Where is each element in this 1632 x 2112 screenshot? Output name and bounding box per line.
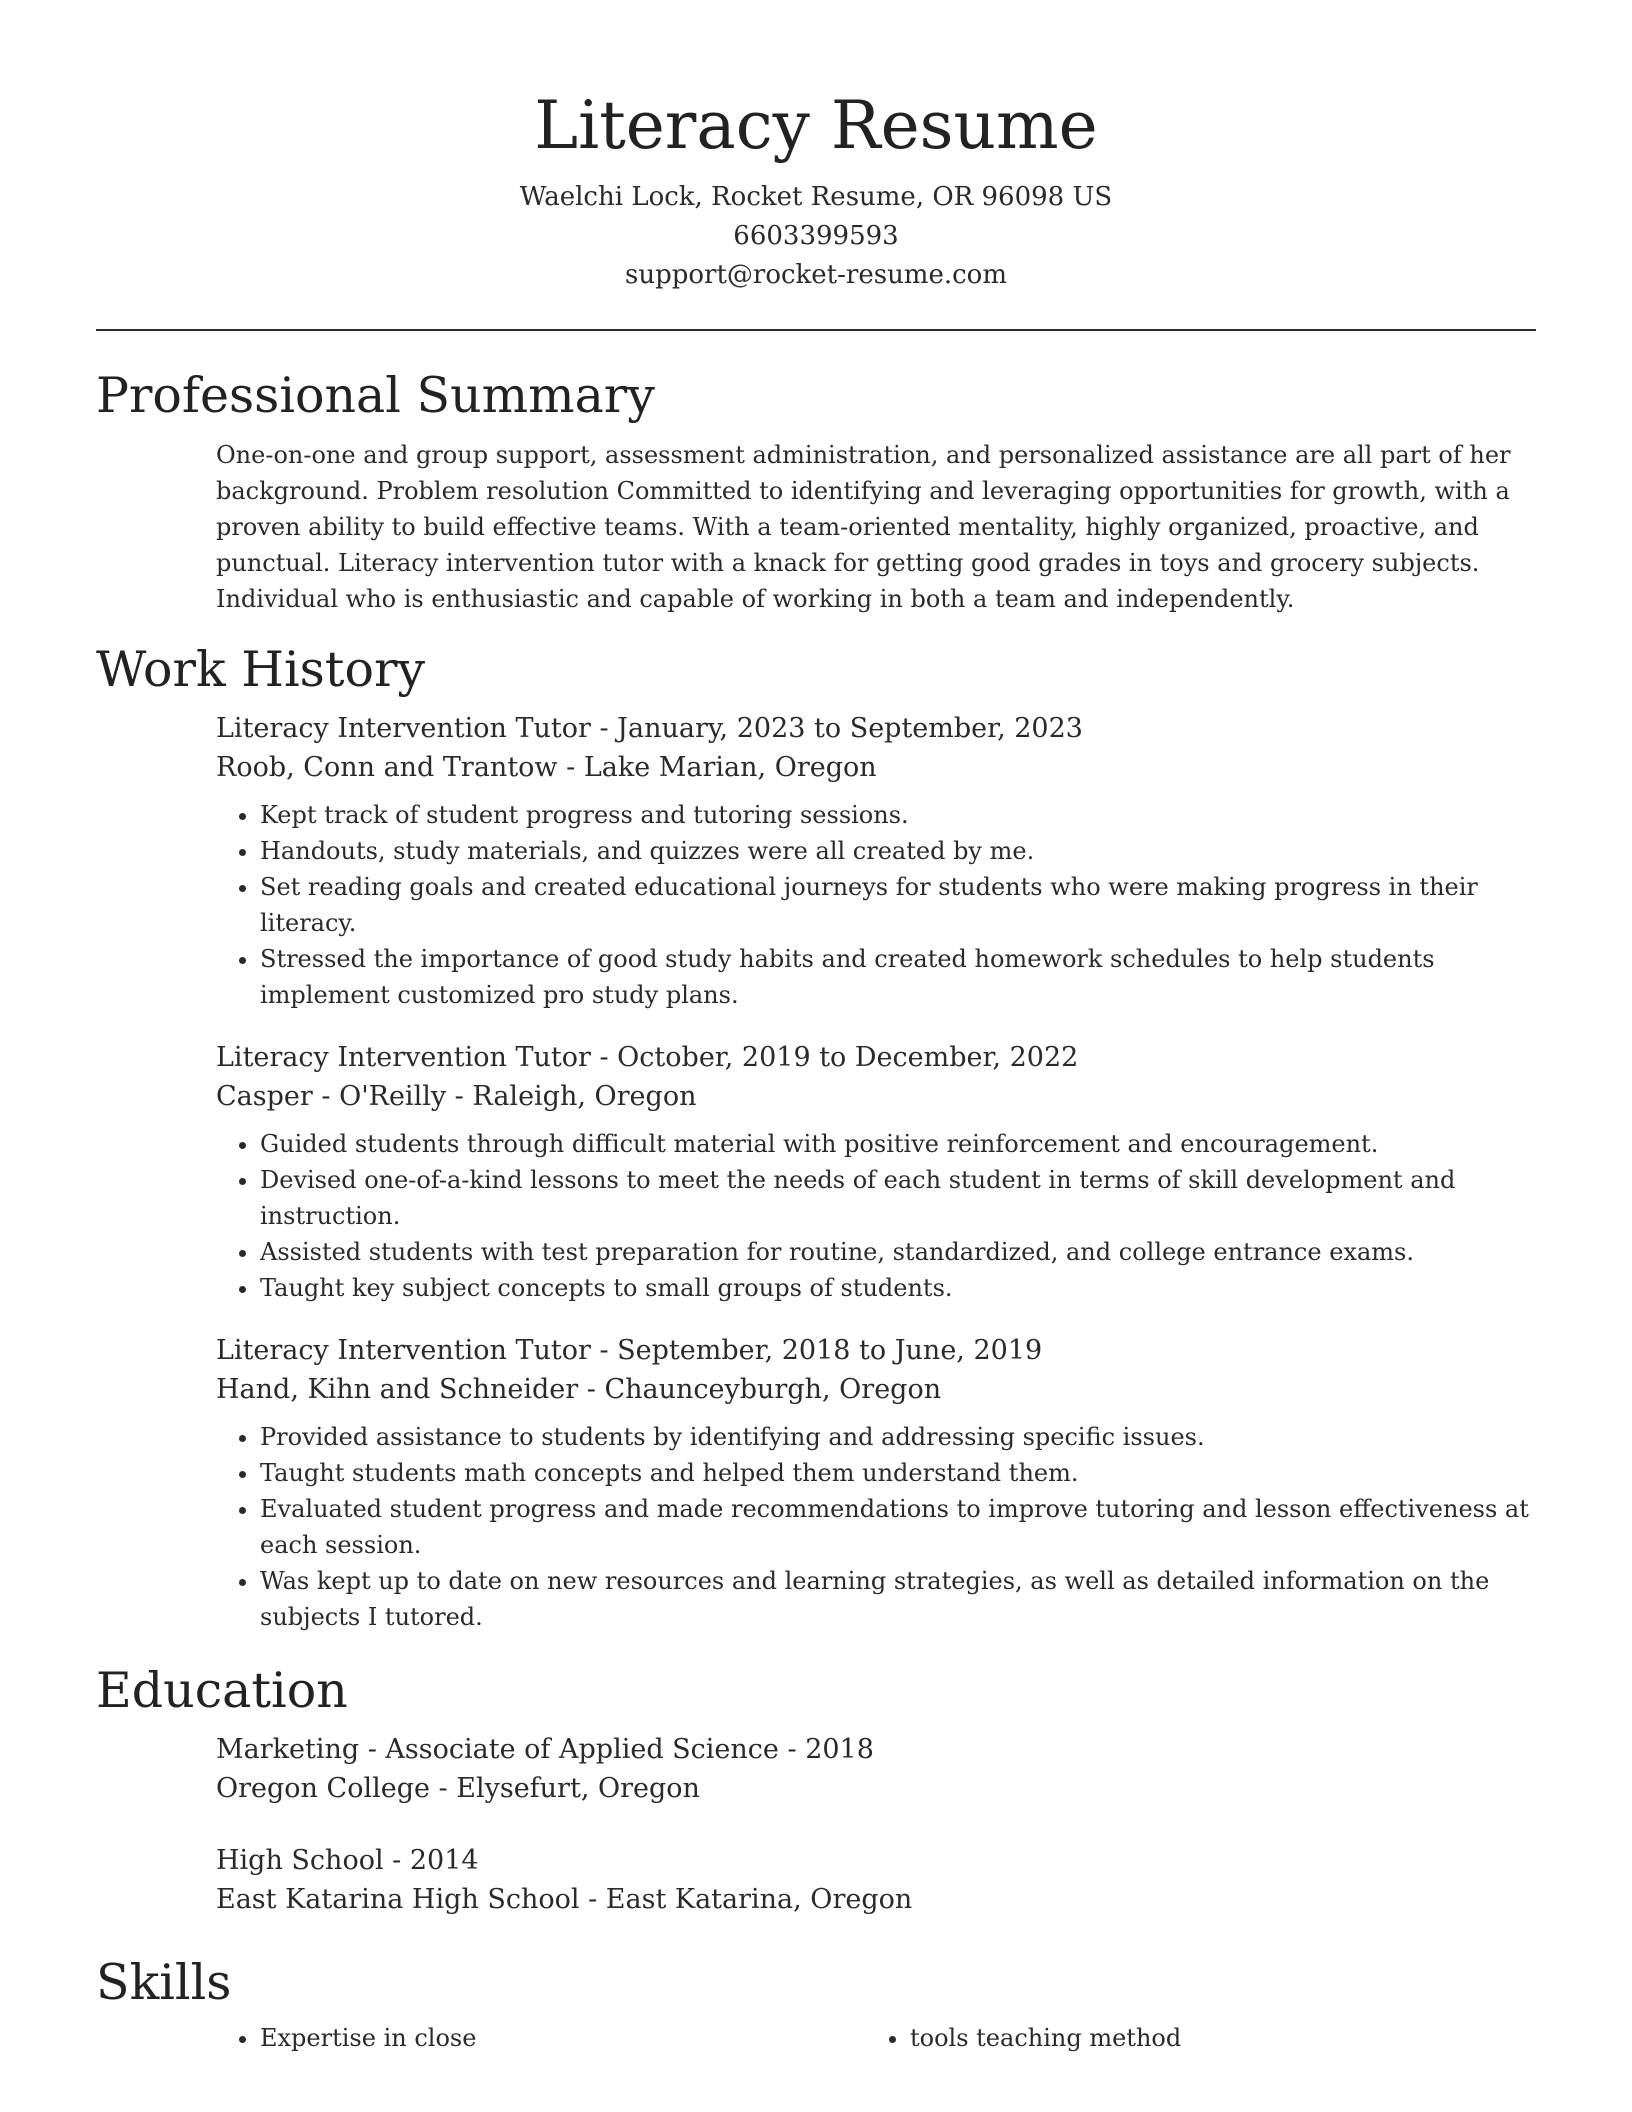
list-item: • Kept track of student progress and tutoring sessions.	[260, 797, 1536, 833]
list-item: • Expertise in close	[260, 2020, 866, 2056]
resume-header	[96, 0, 1536, 295]
header-divider	[96, 329, 1536, 331]
job-entry	[216, 1331, 1536, 1635]
education-section	[96, 1660, 1536, 1919]
contact-email: support@rocket-resume.com	[624, 260, 1007, 290]
summary-title: Professional Summary	[96, 367, 655, 424]
contact-block	[96, 178, 1536, 295]
contact-address: Waelchi Lock, Rocket Resume, OR 96098 US	[519, 182, 1113, 212]
list-item: • Devised one-of-a-kind lessons to meet the needs of each student in terms of skill development and instruction.	[260, 1162, 1536, 1234]
list-item: • Assisted students with test preparation for routine, standardized, and college entrance exams.	[260, 1234, 1536, 1270]
list-item: • Evaluated student progress and made recommendations to improve tutoring and lesson effectiveness at each session.	[260, 1491, 1536, 1563]
list-item: • Stressed the importance of good study habits and created homework schedules to help students implement customized pro study plans.	[260, 941, 1536, 1013]
work-history-title: Work History	[96, 641, 426, 698]
skills-list-left	[216, 2020, 866, 2056]
education-title: Education	[96, 1662, 348, 1719]
summary-body	[216, 437, 1536, 617]
education-school-line: Oregon College - Elysefurt, Oregon	[216, 1773, 700, 1804]
contact-phone: 6603399593	[733, 221, 899, 251]
job-bullets	[216, 1419, 1536, 1635]
list-item: • Handouts, study materials, and quizzes were all created by me.	[260, 833, 1536, 869]
list-item: • Taught students math concepts and helped them understand them.	[260, 1455, 1536, 1491]
list-item: • Set reading goals and created educational journeys for students who were making progress in their literacy.	[260, 869, 1536, 941]
list-item: • Provided assistance to students by identifying and addressing specific issues.	[260, 1419, 1536, 1455]
list-item: • tools teaching method	[910, 2020, 1516, 2056]
education-school-line: East Katarina High School - East Katarina, Oregon	[216, 1884, 913, 1915]
resume-page	[96, 0, 1536, 2056]
job-entry	[216, 1038, 1536, 1306]
job-company-line: Roob, Conn and Trantow - Lake Marian, Oregon	[216, 752, 877, 783]
job-title-line: Literacy Intervention Tutor - October, 2019 to December, 2022	[216, 1042, 1079, 1073]
work-history-body	[216, 709, 1536, 1635]
skills-column-left	[216, 2020, 866, 2056]
job-title-line: Literacy Intervention Tutor - January, 2023 to September, 2023	[216, 713, 1083, 744]
list-item: • Was kept up to date on new resources and learning strategies, as well as detailed information on the subjects I tutored.	[260, 1563, 1536, 1635]
job-entry	[216, 709, 1536, 1013]
resume-name: Literacy Resume	[534, 87, 1098, 164]
education-degree-line: Marketing - Associate of Applied Science - 2018	[216, 1734, 874, 1765]
job-company-line: Casper - O'Reilly - Raleigh, Oregon	[216, 1081, 697, 1112]
skills-body	[216, 2020, 1536, 2056]
skills-section	[96, 1952, 1536, 2056]
skills-title: Skills	[96, 1954, 232, 2011]
list-item: • Guided students through difficult material with positive reinforcement and encouragement.	[260, 1126, 1536, 1162]
summary-section	[96, 365, 1536, 617]
skills-list-right	[866, 2020, 1516, 2056]
job-bullets	[216, 1126, 1536, 1306]
job-company-line: Hand, Kihn and Schneider - Chaunceyburgh, Oregon	[216, 1374, 942, 1405]
job-title-line: Literacy Intervention Tutor - September, 2018 to June, 2019	[216, 1335, 1043, 1366]
education-degree-line: High School - 2014	[216, 1845, 479, 1876]
list-item: • Taught key subject concepts to small groups of students.	[260, 1270, 1536, 1306]
skills-column-right	[866, 2020, 1516, 2056]
job-bullets	[216, 797, 1536, 1013]
work-history-section	[96, 639, 1536, 1635]
education-entry	[216, 1730, 1536, 1808]
summary-text: One-on-one and group support, assessment administration, and personalized assistance are all part of her background. Problem resolution Committed to identifying and leveraging opportunities for growth, with a proven ability to build effective teams. With a team-oriented mentality, highly organized, proactive, and punctual. Literacy intervention tutor with a knack for getting good grades in toys and grocery subjects. Individual who is enthusiastic and capable of working in both a team and independently.	[216, 441, 1511, 613]
education-entry	[216, 1841, 1536, 1919]
education-body	[216, 1730, 1536, 1919]
